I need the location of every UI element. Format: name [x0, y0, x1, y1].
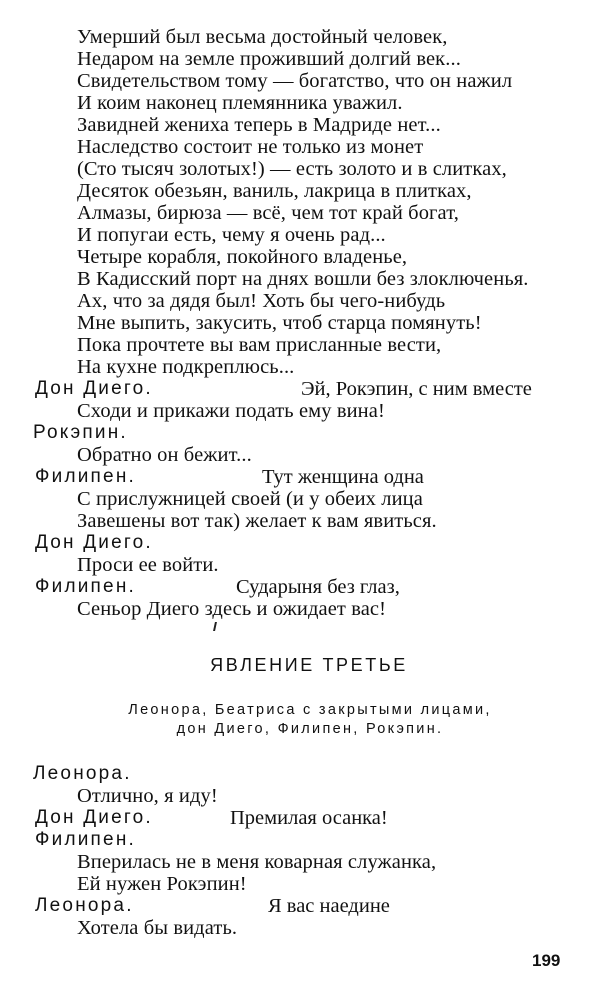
verse-line: Завидней жениха теперь в Мадриде нет...	[77, 114, 441, 136]
verse-line: И попугаи есть, чему я очень рад...	[77, 224, 386, 246]
verse-line: Эй, Рокэпин, с ним вместе	[301, 378, 532, 400]
verse-line: Мне выпить, закусить, чтоб старца помянуть!	[77, 312, 482, 334]
verse-line: С прислужницей своей (и у обеих лица	[77, 488, 423, 510]
verse-line: Умерший был весьма достойный человек,	[77, 26, 448, 48]
speaker-don-diego: Дон Диего.	[35, 807, 153, 828]
verse-line: Проси ее войти.	[77, 554, 219, 576]
verse-line: Свидетельством тому — богатство, что он нажил	[77, 70, 513, 92]
verse-line: Сходи и прикажи подать ему вина!	[77, 400, 385, 422]
verse-line: Наследство состоит не только из монет	[77, 136, 424, 158]
verse-line: Отлично, я иду!	[77, 785, 218, 807]
verse-line: Ей нужен Рокэпин!	[77, 873, 247, 895]
stray-mark	[213, 622, 217, 631]
speaker-leonora: Леонора.	[35, 895, 134, 916]
speaker-leonora: Леонора.	[33, 763, 132, 784]
verse-line: Премилая осанка!	[230, 807, 388, 829]
speaker-don-diego: Дон Диего.	[35, 532, 153, 553]
verse-line: Десяток обезьян, ваниль, лакрица в плитках,	[77, 180, 472, 202]
verse-line: Завешены вот так) желает к вам явиться.	[77, 510, 437, 532]
speaker-don-diego: Дон Диего.	[35, 378, 153, 399]
verse-line: Обратно он бежит...	[77, 444, 252, 466]
verse-line: Недаром на земле проживший долгий век...	[77, 48, 461, 70]
speaker-filipen: Филипен.	[35, 466, 136, 487]
verse-line: На кухне подкреплюсь...	[77, 356, 295, 378]
verse-line: Ах, что за дядя был! Хоть бы чего-нибудь	[77, 290, 446, 312]
verse-line: И коим наконец племянника уважил.	[77, 92, 403, 114]
verse-line: В Кадисский порт на днях вошли без злоключенья.	[77, 268, 529, 290]
verse-line: Пока прочтете вы вам присланные вести,	[77, 334, 442, 356]
verse-line: (Сто тысяч золотых!) — есть золото и в слитках,	[77, 158, 507, 180]
verse-line: Вперилась не в меня коварная служанка,	[77, 851, 437, 873]
page-number: 199	[532, 951, 561, 970]
verse-line: Четыре корабля, покойного владенье,	[77, 246, 408, 268]
cast-list-line: Леонора, Беатриса с закрытыми лицами,	[128, 702, 492, 718]
verse-line: Алмазы, бирюза — всё, чем тот край богат,	[77, 202, 459, 224]
verse-line: Сеньор Диего здесь и ожидает вас!	[77, 598, 387, 620]
verse-line: Сударыня без глаз,	[236, 576, 400, 598]
verse-line: Я вас наедине	[268, 895, 390, 917]
speaker-filipen: Филипен.	[35, 829, 136, 850]
verse-line: Тут женщина одна	[262, 466, 424, 488]
speaker-rokepin: Рокэпин.	[33, 422, 128, 443]
verse-line: Хотела бы видать.	[77, 917, 238, 939]
cast-list-line: дон Диего, Филипен, Рокэпин.	[176, 721, 444, 737]
speaker-filipen: Филипен.	[35, 576, 136, 597]
scene-title: ЯВЛЕНИЕ ТРЕТЬЕ	[210, 655, 408, 675]
